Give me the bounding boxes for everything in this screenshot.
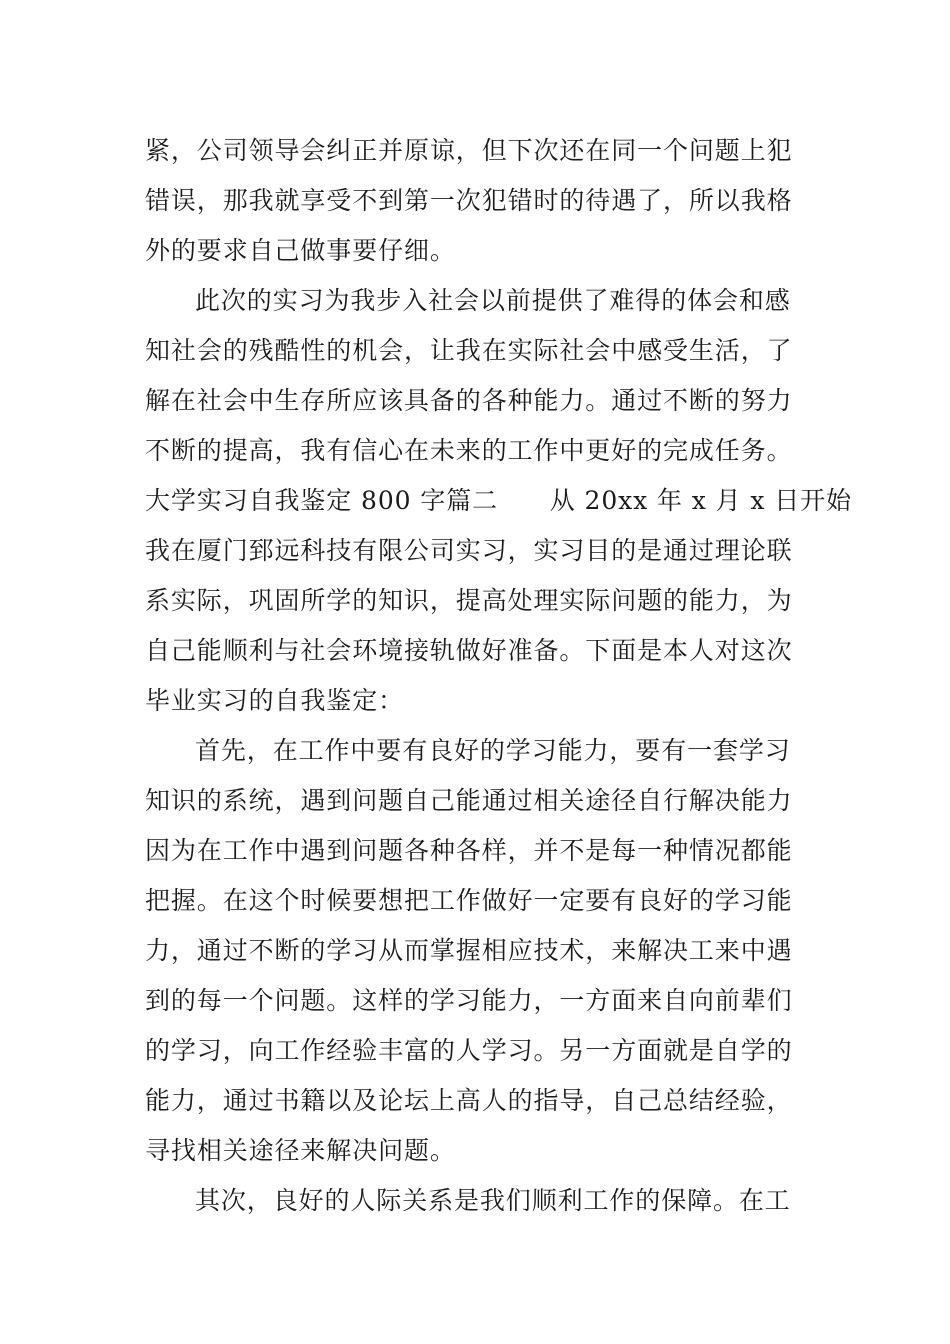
text-line: 因为在工作中遇到问题各种各样，并不是每一种情况都能 (145, 836, 793, 865)
paragraph-start-line: 此次的实习为我步入社会以前提供了难得的体会和感 (195, 286, 791, 315)
text-line: 我在厦门郅远科技有限公司实习，实习目的是通过理论联 (145, 536, 793, 565)
text-line: 自己能顺利与社会环境接轨做好准备。下面是本人对这次 (145, 636, 793, 665)
text-line: 到的每一个问题。这样的学习能力，一方面来自向前辈们 (145, 986, 793, 1015)
paragraph-start-line: 其次，良好的人际关系是我们顺利工作的保障。在工 (195, 1186, 791, 1215)
text-line: 把握。在这个时候要想把工作做好一定要有良好的学习能 (145, 886, 793, 915)
section-heading-line: 大学实习自我鉴定 800 字篇二 从 20xx 年 x 月 x 日开始 (145, 486, 852, 515)
text-line: 知识的系统，遇到问题自己能通过相关途径自行解决能力 (145, 786, 793, 815)
text-line: 外的要求自己做事要仔细。 (145, 236, 456, 265)
text-line: 错误，那我就享受不到第一次犯错时的待遇了，所以我格 (145, 186, 793, 215)
text-line: 知社会的残酷性的机会，让我在实际社会中感受生活，了 (145, 336, 793, 365)
text-line: 系实际，巩固所学的知识，提高处理实际问题的能力，为 (145, 586, 793, 615)
paragraph-start-line: 首先，在工作中要有良好的学习能力，要有一套学习 (195, 736, 791, 765)
text-line: 解在社会中生存所应该具备的各种能力。通过不断的努力 (145, 386, 793, 415)
text-line: 紧，公司领导会纠正并原谅，但下次还在同一个问题上犯 (145, 136, 793, 165)
text-line: 的学习，向工作经验丰富的人学习。另一方面就是自学的 (145, 1036, 793, 1065)
text-line: 不断的提高，我有信心在未来的工作中更好的完成任务。 (145, 436, 793, 465)
text-line: 能力，通过书籍以及论坛上高人的指导，自己总结经验， (145, 1086, 793, 1115)
text-line: 寻找相关途径来解决问题。 (145, 1136, 456, 1165)
text-line: 毕业实习的自我鉴定： (145, 686, 405, 715)
text-line: 力，通过不断的学习从而掌握相应技术，来解决工来中遇 (145, 936, 793, 965)
